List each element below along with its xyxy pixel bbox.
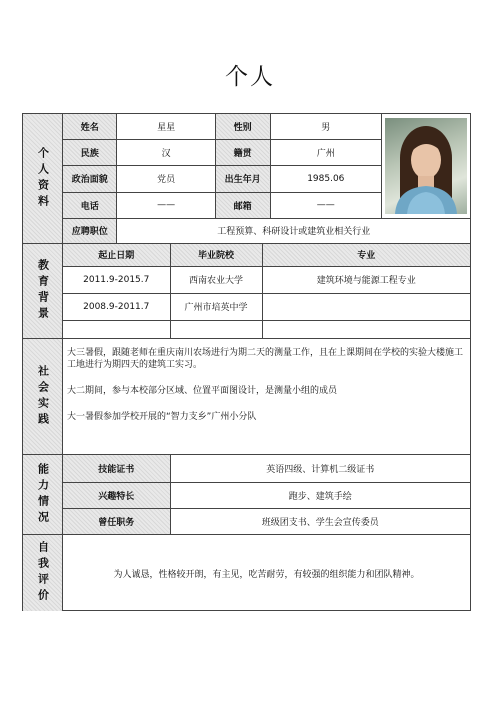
ethnicity-label: 民族 (63, 139, 117, 165)
position-label: 应聘职位 (63, 218, 117, 243)
practice-item: 大一暑假参加学校开展的“智力支乡”广州小分队 (67, 412, 257, 422)
name-value: 星星 (117, 114, 215, 139)
edu-header-school: 毕业院校 (170, 244, 262, 266)
practice-section-label: 社会实践 (23, 339, 63, 454)
self-eval-text: 为人诚恳，性格较开朗，有主见，吃苦耐劳，有较强的组织能力和团队精神。 (113, 569, 420, 580)
birth-value: 1985.06 (270, 165, 381, 192)
email-label: 邮箱 (215, 192, 270, 218)
native-label: 籍贯 (215, 139, 270, 165)
practice-item: 大三暑假，跟随老师在重庆南川农场进行为期二天的测量工作，且在上课期间在学校的实验大楼施工工地进行为期四天的建筑工实习。 (67, 348, 464, 370)
edu-school: 广州市培英中学 (170, 293, 262, 320)
practice-item: 大二期间，参与本校部分区域、位置平面图设计，是测量小组的成员 (67, 386, 338, 396)
personal-section (23, 114, 470, 244)
edu-major: 建筑环境与能源工程专业 (262, 266, 470, 293)
edu-header-major: 专业 (262, 244, 470, 266)
edu-date: 2011.9-2015.7 (63, 266, 170, 293)
self-eval-section-label: 自我评价 (23, 535, 63, 611)
edu-date: 2008.9-2011.7 (63, 293, 170, 320)
political-value: 党员 (117, 165, 215, 192)
political-label: 政治面貌 (63, 165, 117, 192)
edu-major (262, 293, 470, 320)
personal-table (63, 114, 470, 243)
table-row (63, 455, 470, 482)
edu-school: 西南农业大学 (170, 266, 262, 293)
phone-label: 电话 (63, 192, 117, 218)
position-value: 工程预算、科研设计或建筑业相关行业 (117, 218, 470, 243)
edu-major (262, 320, 470, 338)
table-row (63, 293, 470, 320)
ability-table (63, 455, 470, 534)
native-value: 广州 (270, 139, 381, 165)
ability-label: 曾任职务 (63, 508, 170, 534)
education-table (63, 244, 470, 338)
ability-value: 班级团支书、学生会宣传委员 (170, 508, 470, 534)
table-row (63, 320, 470, 338)
personal-section-label: 个人资料 (23, 114, 63, 243)
edu-date (63, 320, 170, 338)
ability-section-label: 能力情况 (23, 455, 63, 534)
resume-title: 个人 (225, 64, 275, 90)
ability-value: 英语四级、计算机二级证书 (170, 455, 470, 482)
self-eval-section (23, 535, 470, 611)
education-section-label: 教育背景 (23, 244, 63, 338)
profile-photo (385, 118, 467, 214)
gender-label: 性别 (215, 114, 270, 139)
edu-header-date: 起止日期 (63, 244, 170, 266)
email-value: —— (270, 192, 381, 218)
edu-school (170, 320, 262, 338)
ability-label: 兴趣特长 (63, 482, 170, 508)
ethnicity-value: 汉 (117, 139, 215, 165)
photo-cell (381, 114, 470, 218)
education-section (23, 244, 470, 339)
practice-section (23, 339, 470, 455)
table-row (63, 266, 470, 293)
phone-value: —— (117, 192, 215, 218)
resume-table (22, 113, 471, 611)
name-label: 姓名 (63, 114, 117, 139)
practice-content (63, 339, 470, 454)
birth-label: 出生年月 (215, 165, 270, 192)
table-row (63, 482, 470, 508)
ability-section (23, 455, 470, 535)
ability-label: 技能证书 (63, 455, 170, 482)
ability-value: 跑步、建筑手绘 (170, 482, 470, 508)
table-row (63, 508, 470, 534)
gender-value: 男 (270, 114, 381, 139)
